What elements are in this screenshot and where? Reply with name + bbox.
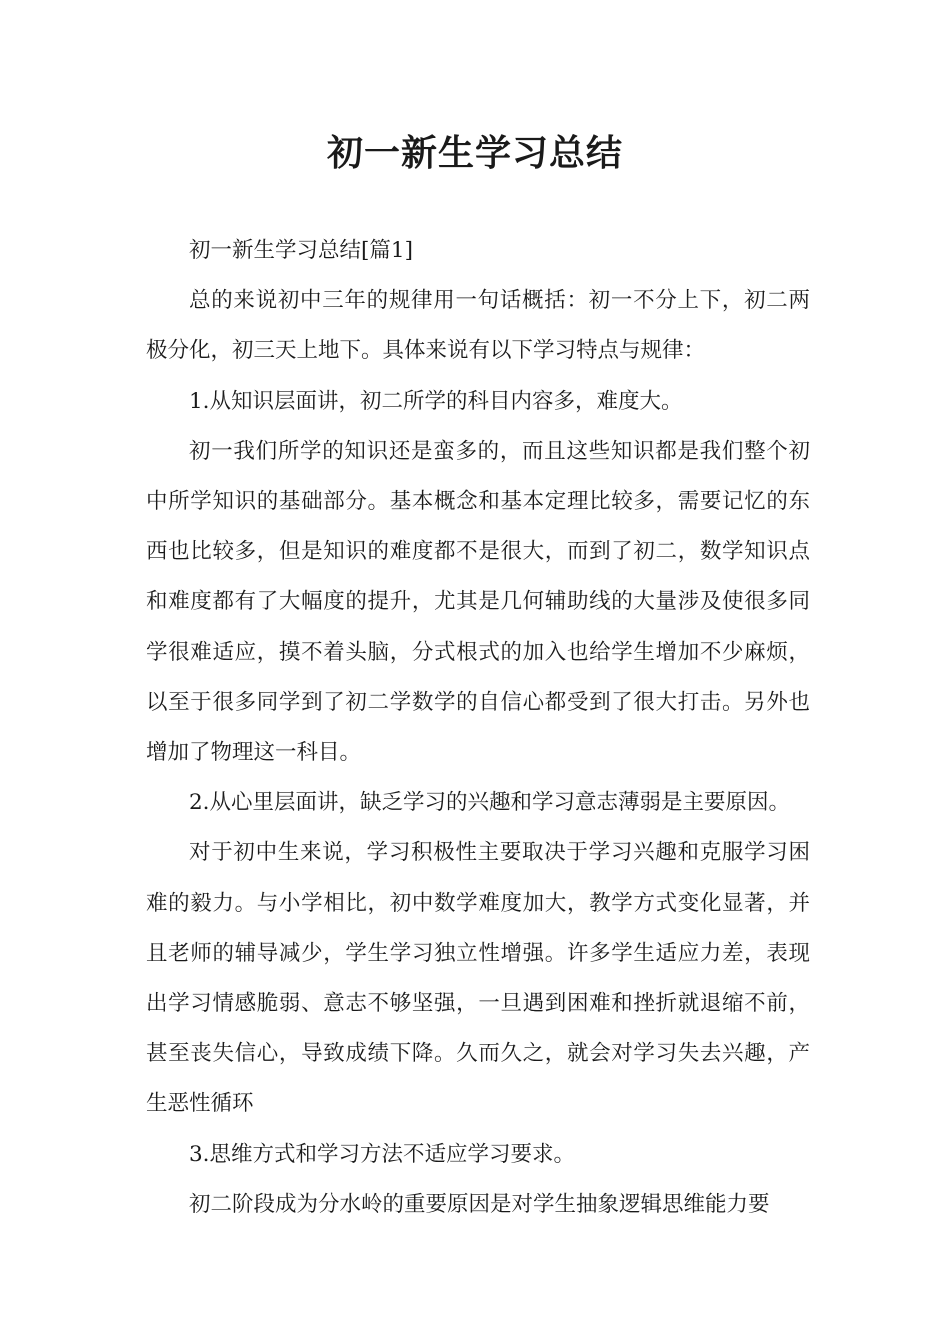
paragraph: 总的来说初中三年的规律用一句话概括：初一不分上下，初二两极分化，初三天上地下。具体来说有以下学习特点与规律：	[146, 288, 810, 364]
numbered-point: 3.思维方式和学习方法不适应学习要求。	[189, 1141, 576, 1167]
paragraph: 对于初中生来说，学习积极性主要取决于学习兴趣和克服学习困难的毅力。与小学相比，初中数学难度加大，教学方式变化显著，并且老师的辅导减少，学生学习独立性增强。许多学生适应力差，表现出学习情感脆弱、意志不够坚强，一旦遇到困难和挫折就退缩不前，甚至丧失信心，导致成绩下降。久而久之，就会对学习失去兴趣，产生恶性循环	[146, 840, 810, 1117]
numbered-point: 2.从心里层面讲，缺乏学习的兴趣和学习意志薄弱是主要原因。	[189, 790, 791, 816]
paragraph: 初一我们所学的知识还是蛮多的，而且这些知识都是我们整个初中所学知识的基础部分。基本概念和基本定理比较多，需要记忆的东西也比较多，但是知识的难度都不是很大，而到了初二，数学知识点和难度都有了大幅度的提升，尤其是几何辅助线的大量涉及使很多同学很难适应，摸不着头脑，分式根式的加入也给学生增加不少麻烦，以至于很多同学到了初二学数学的自信心都受到了很大打击。另外也增加了物理这一科目。	[146, 438, 810, 766]
document-body	[146, 226, 810, 1230]
section-heading: 初一新生学习总结[篇1]	[189, 238, 413, 263]
paragraph: 初二阶段成为分水岭的重要原因是对学生抽象逻辑思维能力要	[189, 1191, 770, 1217]
numbered-point: 1.从知识层面讲，初二所学的科目内容多，难度大。	[189, 388, 683, 414]
document-title: 初一新生学习总结	[326, 133, 623, 174]
